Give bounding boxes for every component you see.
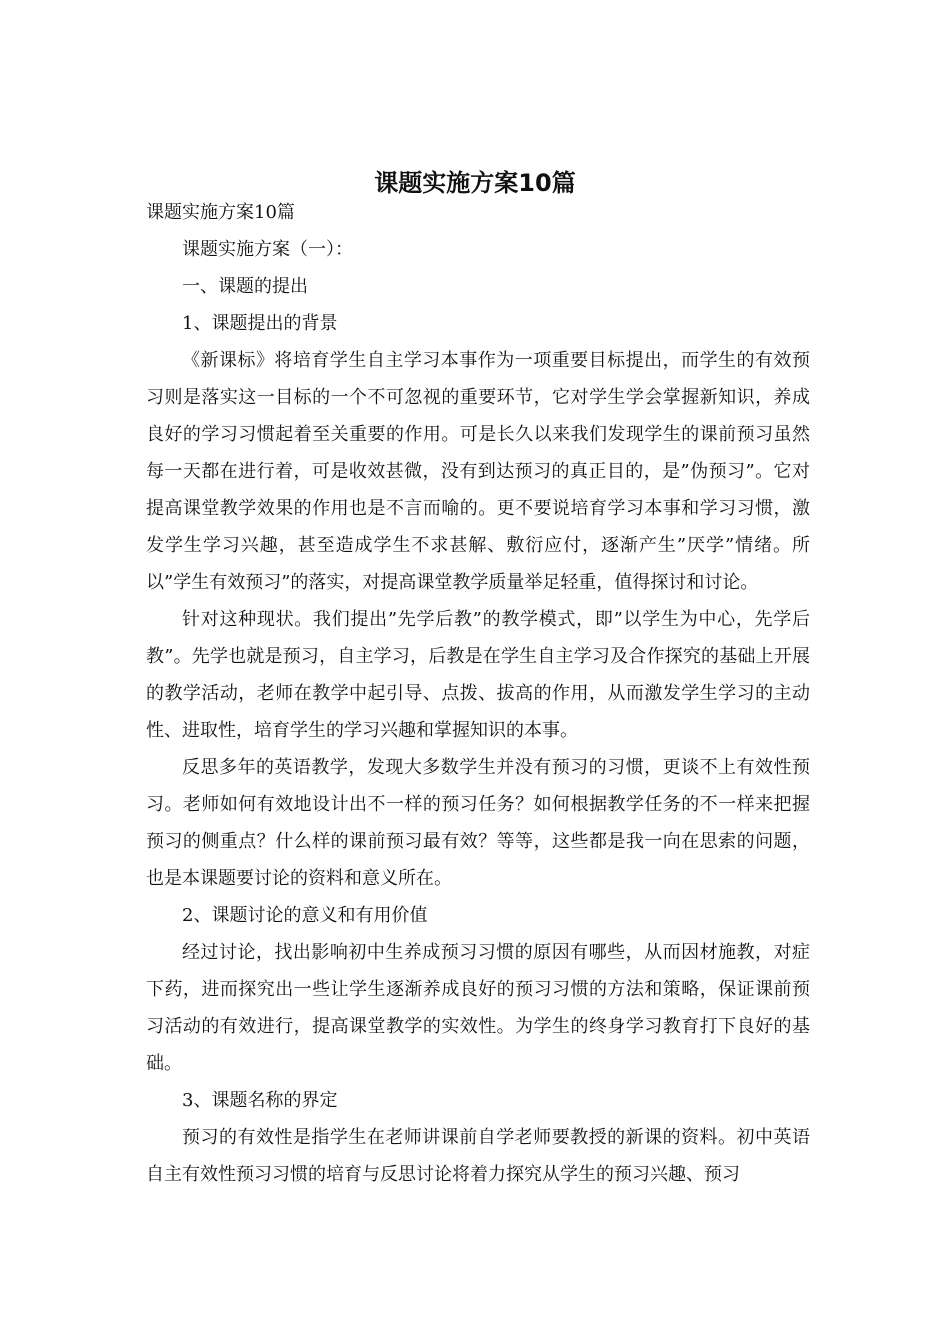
- document-body: [146, 194, 810, 1193]
- body-paragraph: 预习的有效性是指学生在老师讲课前自学老师要教授的新课的资料。初中英语自主有效性预习习惯的培育与反思讨论将着力探究从学生的预习兴趣、预习: [146, 1127, 810, 1185]
- document-title: 课题实施方案10篇: [374, 169, 576, 198]
- section-heading: 课题实施方案（一）：: [182, 239, 353, 260]
- body-paragraph: 反思多年的英语教学，发现大多数学生并没有预习的习惯，更谈不上有效性预习。老师如何有效地设计出不一样的预习任务？如何根据教学任务的不一样来把握预习的侧重点？什么样的课前预习最有效？等等，这些都是我一向在思索的问题，也是本课题要讨论的资料和意义所在。: [146, 757, 810, 889]
- subtitle-line: 课题实施方案10篇: [146, 202, 295, 223]
- subsection-heading: 2、课题讨论的意义和有用价值: [182, 905, 428, 926]
- section-heading: 一、课题的提出: [182, 276, 308, 297]
- body-paragraph: 《新课标》将培育学生自主学习本事作为一项重要目标提出，而学生的有效预习则是落实这一目标的一个不可忽视的重要环节，它对学生学会掌握新知识，养成良好的学习习惯起着至关重要的作用。可是长久以来我们发现学生的课前预习虽然每一天都在进行着，可是收效甚微，没有到达预习的真正目的，是”伪预习”。它对提高课堂教学效果的作用也是不言而喻的。更不要说培育学习本事和学习习惯，激发学生学习兴趣，甚至造成学生不求甚解、敷衍应付，逐渐产生”厌学”情绪。所以”学生有效预习”的落实，对提高课堂教学质量举足轻重，值得探讨和讨论。: [146, 350, 810, 593]
- subsection-heading: 1、课题提出的背景: [182, 313, 338, 334]
- body-paragraph: 经过讨论，找出影响初中生养成预习习惯的原因有哪些，从而因材施教，对症下药，进而探究出一些让学生逐渐养成良好的预习习惯的方法和策略，保证课前预习活动的有效进行，提高课堂教学的实效性。为学生的终身学习教育打下良好的基础。: [146, 942, 810, 1074]
- subsection-heading: 3、课题名称的界定: [182, 1090, 338, 1111]
- body-paragraph: 针对这种现状。我们提出”先学后教”的教学模式，即”以学生为中心，先学后教”。先学也就是预习，自主学习，后教是在学生自主学习及合作探究的基础上开展的教学活动，老师在教学中起引导、点拨、拔高的作用，从而激发学生学习的主动性、进取性，培育学生的学习兴趣和掌握知识的本事。: [146, 609, 810, 741]
